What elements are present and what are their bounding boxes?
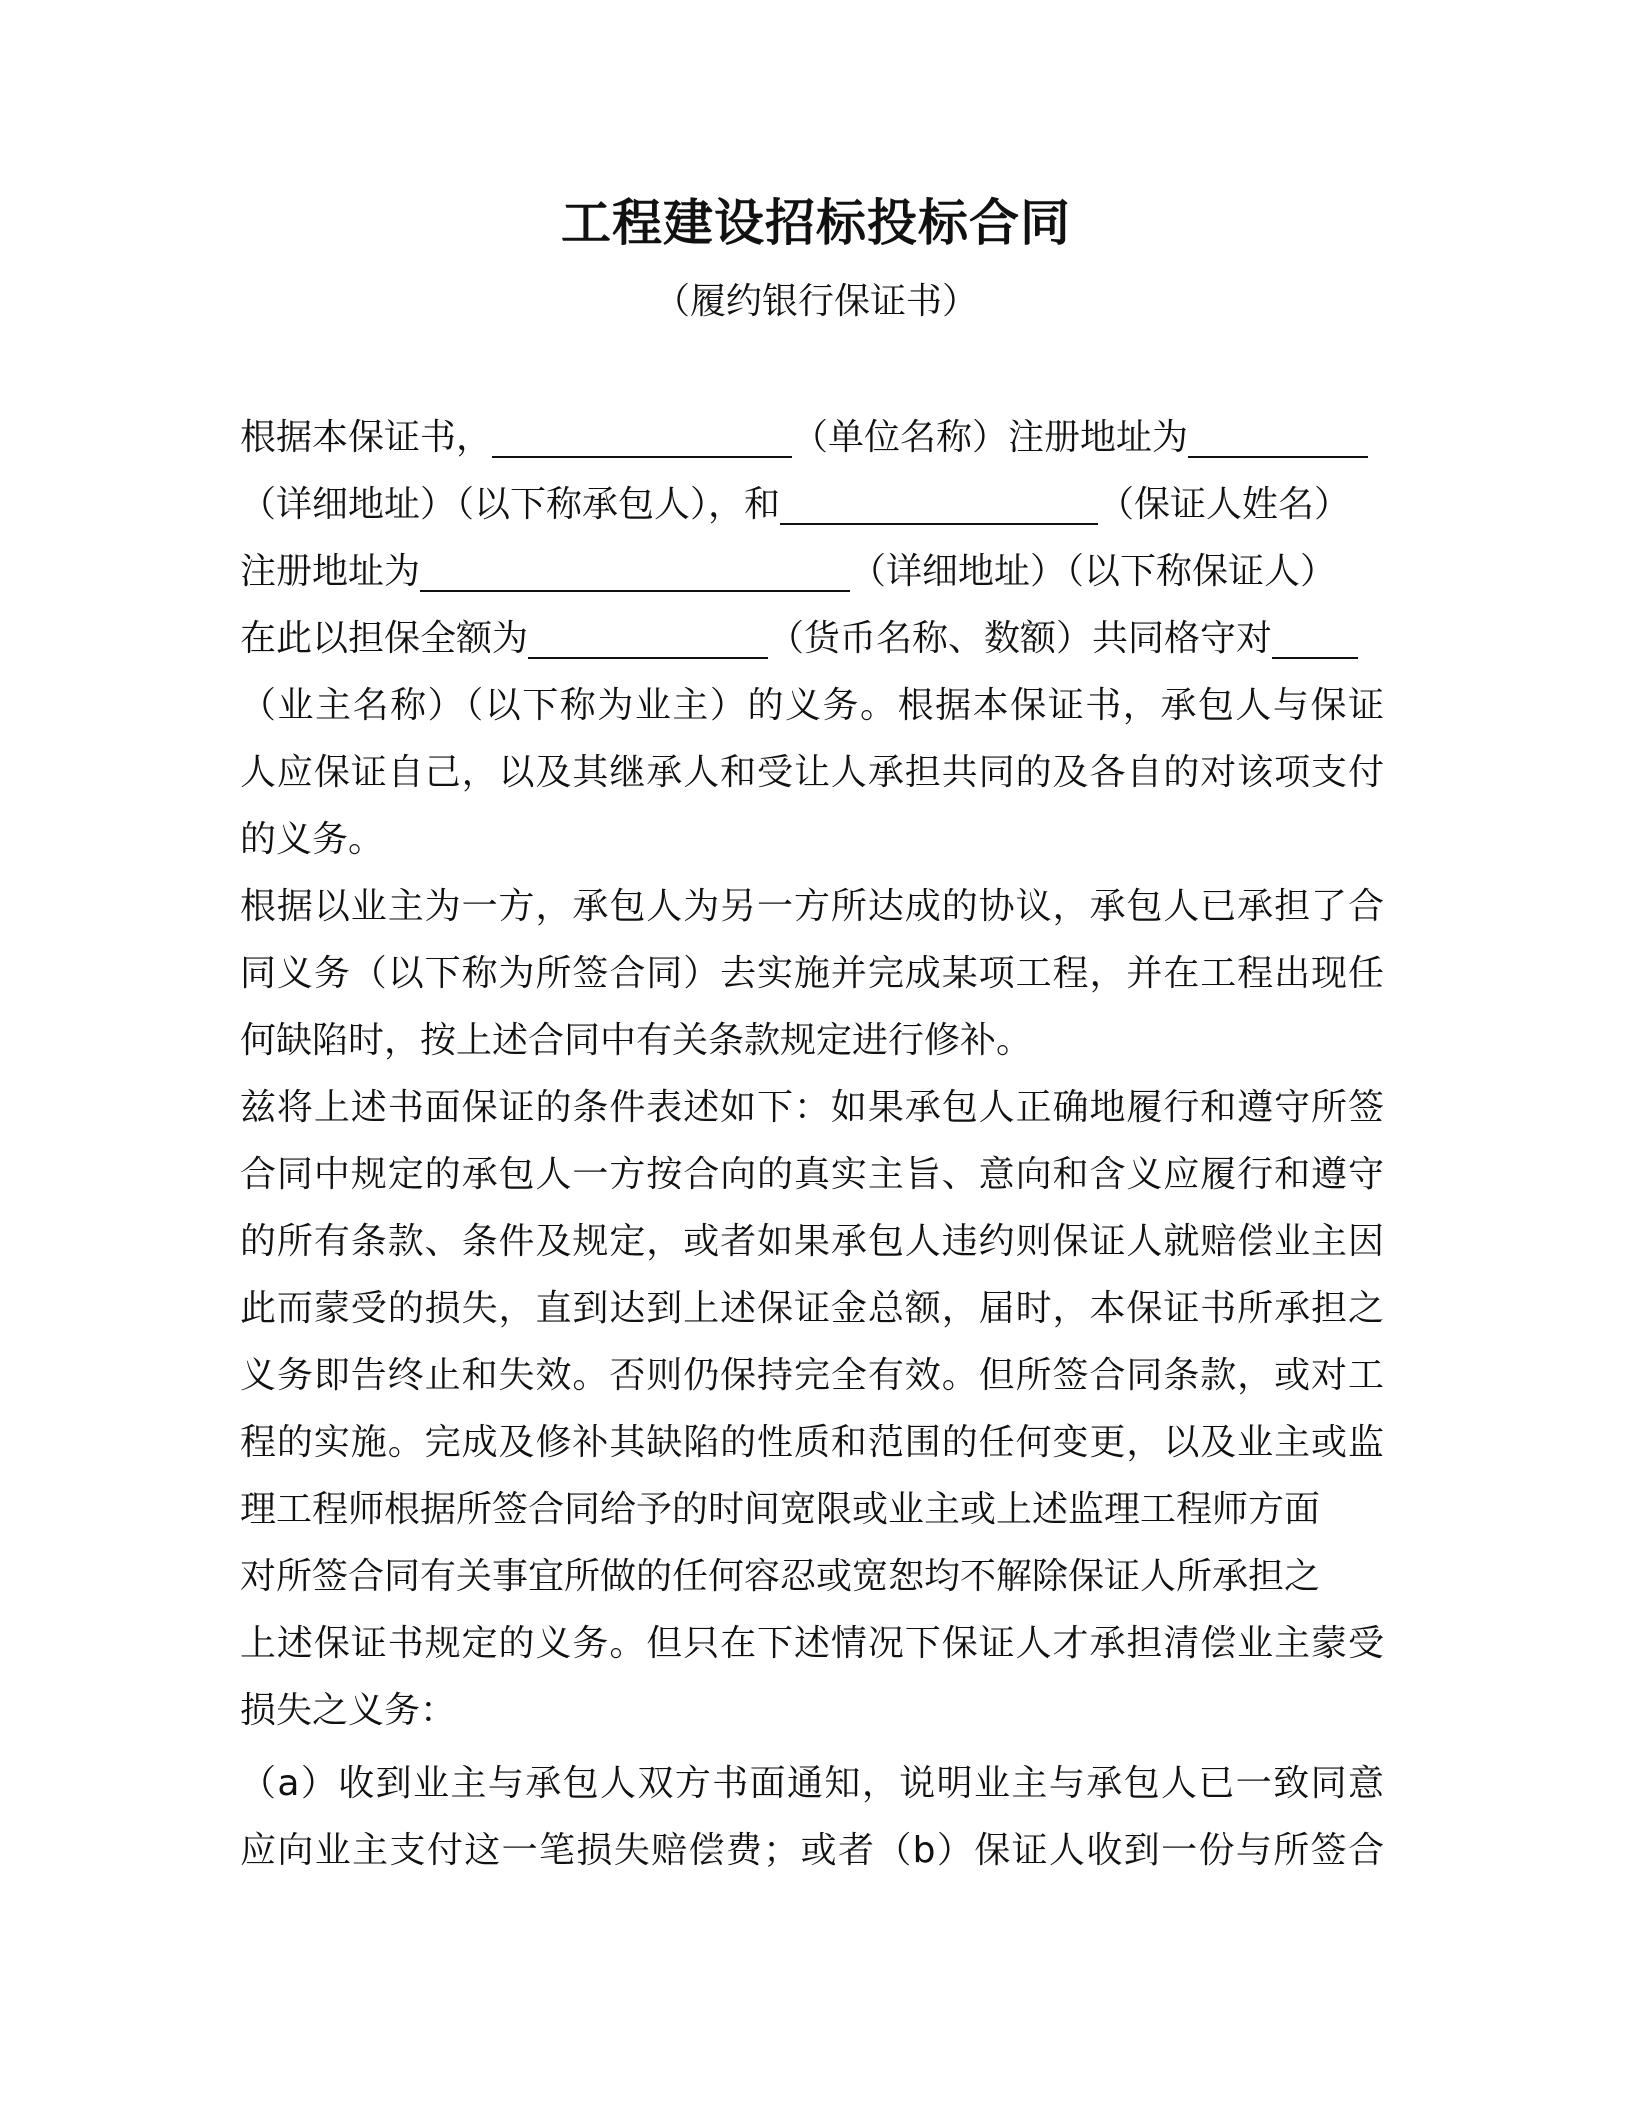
text-line: 合同中规定的承包人一方按合向的真实主旨、意向和含义应履行和遵守 — [240, 1154, 1384, 1195]
text-line: （业主名称）（以下称为业主）的义务。根据本保证书，承包人与保证 — [240, 685, 1384, 726]
text-line: 的义务。 — [240, 819, 385, 860]
fill-in-blank-guarantee-amount — [528, 613, 768, 659]
text-line: 应向业主支付这一笔损失赔偿费；或者（b）保证人收到一份与所签合 — [240, 1830, 1384, 1871]
document-subtitle: （履约银行保证书） — [653, 281, 978, 322]
text-line — [240, 404, 1384, 471]
text-fragment: （保证人姓名） — [1098, 484, 1351, 525]
text-line: 此而蒙受的损失，直到达到上述保证金总额，届时，本保证书所承担之 — [240, 1288, 1384, 1329]
text-fragment: 在此以担保全额为 — [240, 618, 529, 659]
fill-in-blank-unit-name — [492, 412, 792, 458]
text-fragment: （详细地址）（以下称承包人），和 — [240, 484, 781, 525]
text-line: 对所签合同有关事宜所做的任何容忍或宽恕均不解除保证人所承担之 — [240, 1556, 1321, 1597]
text-line: 根据以业主为一方，承包人为另一方所达成的协议，承包人已承担了合 — [240, 886, 1384, 927]
text-line: 同义务（以下称为所签合同）去实施并完成某项工程，并在工程出现任 — [240, 953, 1384, 994]
text-line: 理工程师根据所签合同给予的时间宽限或业主或上述监理工程师方面 — [240, 1489, 1321, 1530]
document-title: 工程建设招标投标合同 — [561, 194, 1071, 252]
fill-in-blank-owner-name — [1272, 613, 1358, 659]
text-line: 程的实施。完成及修补其缺陷的性质和范围的任何变更，以及业主或监 — [240, 1422, 1384, 1463]
fill-in-blank-contractor-address — [1188, 412, 1368, 458]
text-line: （a）收到业主与承包人双方书面通知，说明业主与承包人已一致同意 — [240, 1763, 1384, 1804]
text-line — [240, 471, 1384, 538]
text-line — [240, 538, 1384, 605]
text-fragment: （单位名称）注册地址为 — [792, 417, 1189, 458]
text-line: 义务即告终止和失效。否则仍保持完全有效。但所签合同条款，或对工 — [240, 1355, 1384, 1396]
text-line: 何缺陷时，按上述合同中有关条款规定进行修补。 — [240, 1020, 1033, 1061]
fill-in-blank-guarantor-address — [420, 546, 850, 592]
document-body — [240, 404, 1384, 1884]
text-line — [240, 605, 1384, 672]
text-line: 损失之义务： — [240, 1690, 457, 1731]
text-line: 兹将上述书面保证的条件表述如下：如果承包人正确地履行和遵守所签 — [240, 1087, 1384, 1128]
fill-in-blank-guarantor-name — [780, 479, 1098, 525]
text-fragment: 注册地址为 — [240, 551, 421, 592]
text-line: 的所有条款、条件及规定，或者如果承包人违约则保证人就赔偿业主因 — [240, 1221, 1384, 1262]
text-line: 人应保证自己，以及其继承人和受让人承担共同的及各自的对该项支付 — [240, 752, 1384, 793]
text-fragment: （详细地址）（以下称保证人） — [850, 551, 1337, 592]
text-fragment: （货币名称、数额）共同格守对 — [768, 618, 1273, 659]
text-line: 上述保证书规定的义务。但只在下述情况下保证人才承担清偿业主蒙受 — [240, 1623, 1384, 1664]
text-fragment: 根据本保证书， — [240, 417, 493, 458]
